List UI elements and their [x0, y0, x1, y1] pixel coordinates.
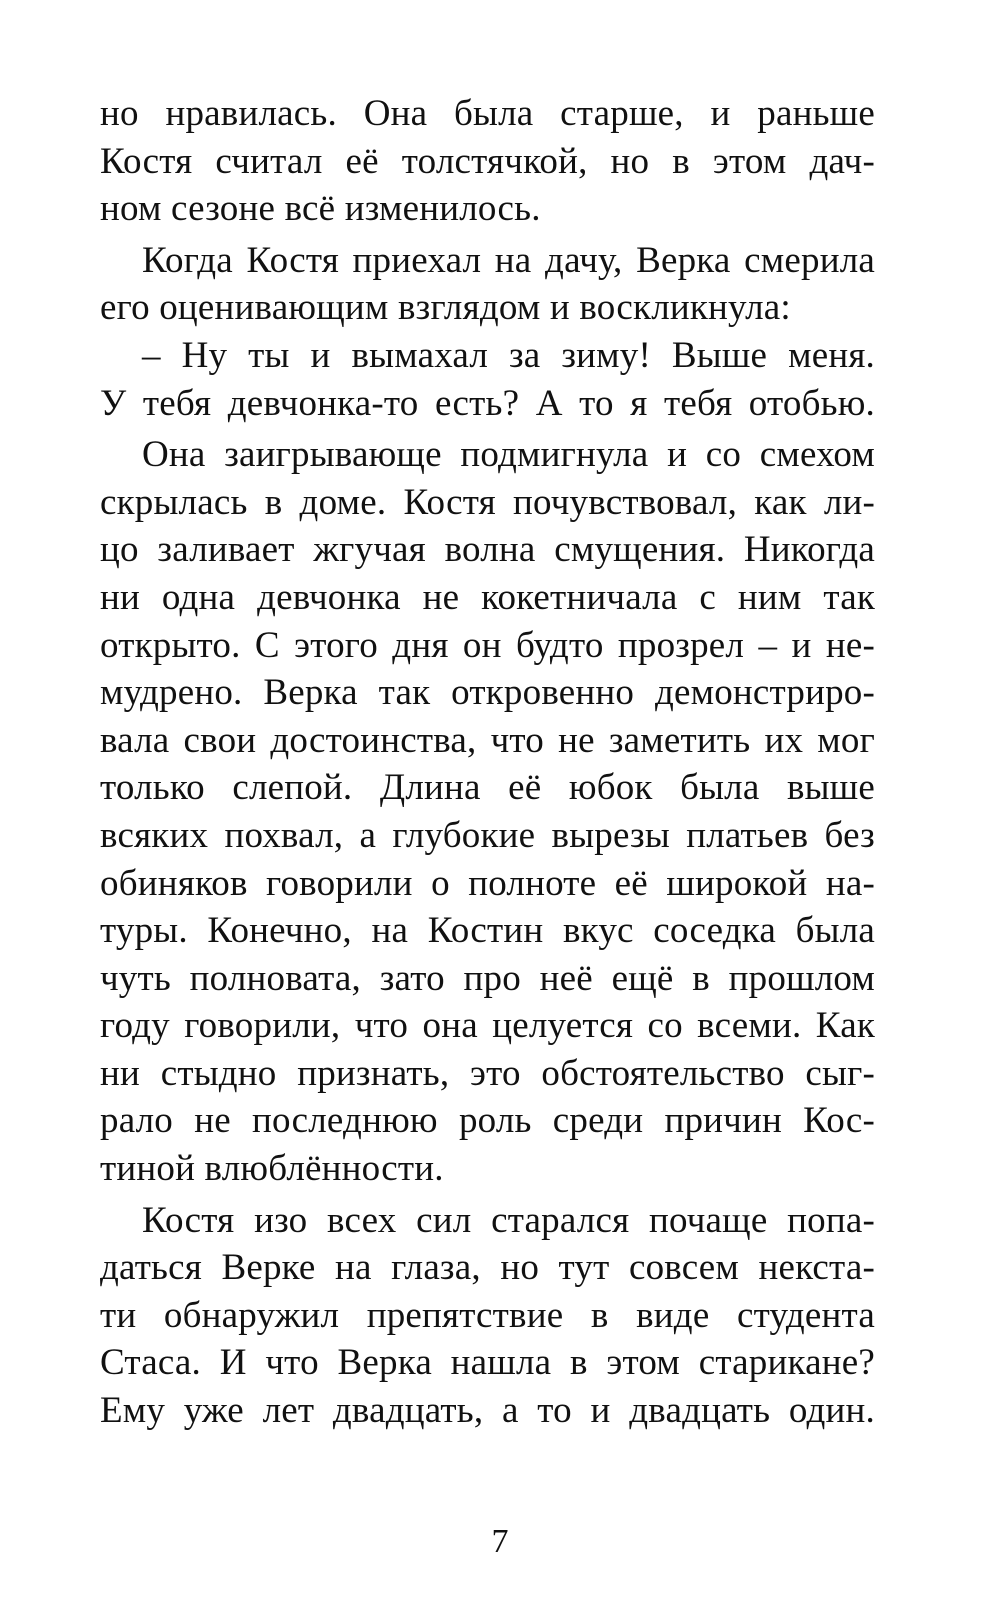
text-line: обиняков говорили о полноте её широкой на- — [100, 862, 875, 904]
page-number: 7 — [491, 1523, 509, 1560]
text-line: – Ну ты и вымахал за зиму! Выше меня. — [142, 334, 875, 376]
text-line: У тебя девчонка-то есть? А то я тебя отобью. — [100, 382, 875, 424]
text-line: Костя считал её толстячкой, но в этом дач- — [100, 140, 875, 182]
text-line: мудрено. Верка так откровенно демонстриро- — [100, 672, 875, 714]
text-line: но нравилась. Она была старше, и раньше — [100, 93, 875, 134]
text-line: даться Верке на глаза, но тут совсем некста- — [100, 1247, 875, 1289]
text-line: цо заливает жгучая волна смущения. Никогда — [100, 529, 875, 571]
text-line: рало не последнюю роль среди причин Кос- — [100, 1100, 875, 1142]
text-line: Когда Костя приехал на дачу, Верка смерила — [142, 239, 875, 281]
paragraph — [100, 90, 875, 233]
paragraph — [100, 332, 875, 427]
text-line: ном сезоне всё изменилось. — [100, 188, 541, 230]
text-line: чуть полновата, зато про неё ещё в прошлом — [100, 957, 875, 999]
paragraph — [100, 1197, 875, 1435]
text-line: ни стыдно признать, это обстоятельство сыг- — [100, 1052, 875, 1094]
text-line: ти обнаружил препятствие в виде студента — [100, 1294, 875, 1336]
text-line: вала свои достоинства, что не заметить их мог — [100, 719, 875, 761]
text-line: Стаса. И что Верка нашла в этом старикане? — [100, 1342, 875, 1384]
text-line: тиной влюблённости. — [100, 1148, 444, 1190]
text-line: туры. Конечно, на Костин вкус соседка была — [100, 910, 875, 952]
body-text — [100, 90, 875, 1435]
text-line: только слепой. Длина её юбок была выше — [100, 767, 875, 809]
text-line: его оценивающим взглядом и воскликнула: — [100, 287, 791, 329]
paragraph — [100, 431, 875, 1193]
text-line: всяких похвал, а глубокие вырезы платьев без — [100, 814, 875, 856]
text-line: ни одна девчонка не кокетничала с ним так — [100, 576, 875, 618]
text-line: году говорили, что она целуется со всеми. Как — [100, 1005, 875, 1047]
text-line: Она заигрывающе подмигнула и со смехом — [142, 434, 875, 476]
text-line: Ему уже лет двадцать, а то и двадцать один. — [100, 1390, 875, 1432]
text-line: открыто. С этого дня он будто прозрел – и не- — [100, 624, 875, 666]
text-line: Костя изо всех сил старался почаще попа- — [142, 1199, 875, 1241]
paragraph — [100, 237, 875, 332]
text-line: скрылась в доме. Костя почувствовал, как ли- — [100, 481, 875, 523]
